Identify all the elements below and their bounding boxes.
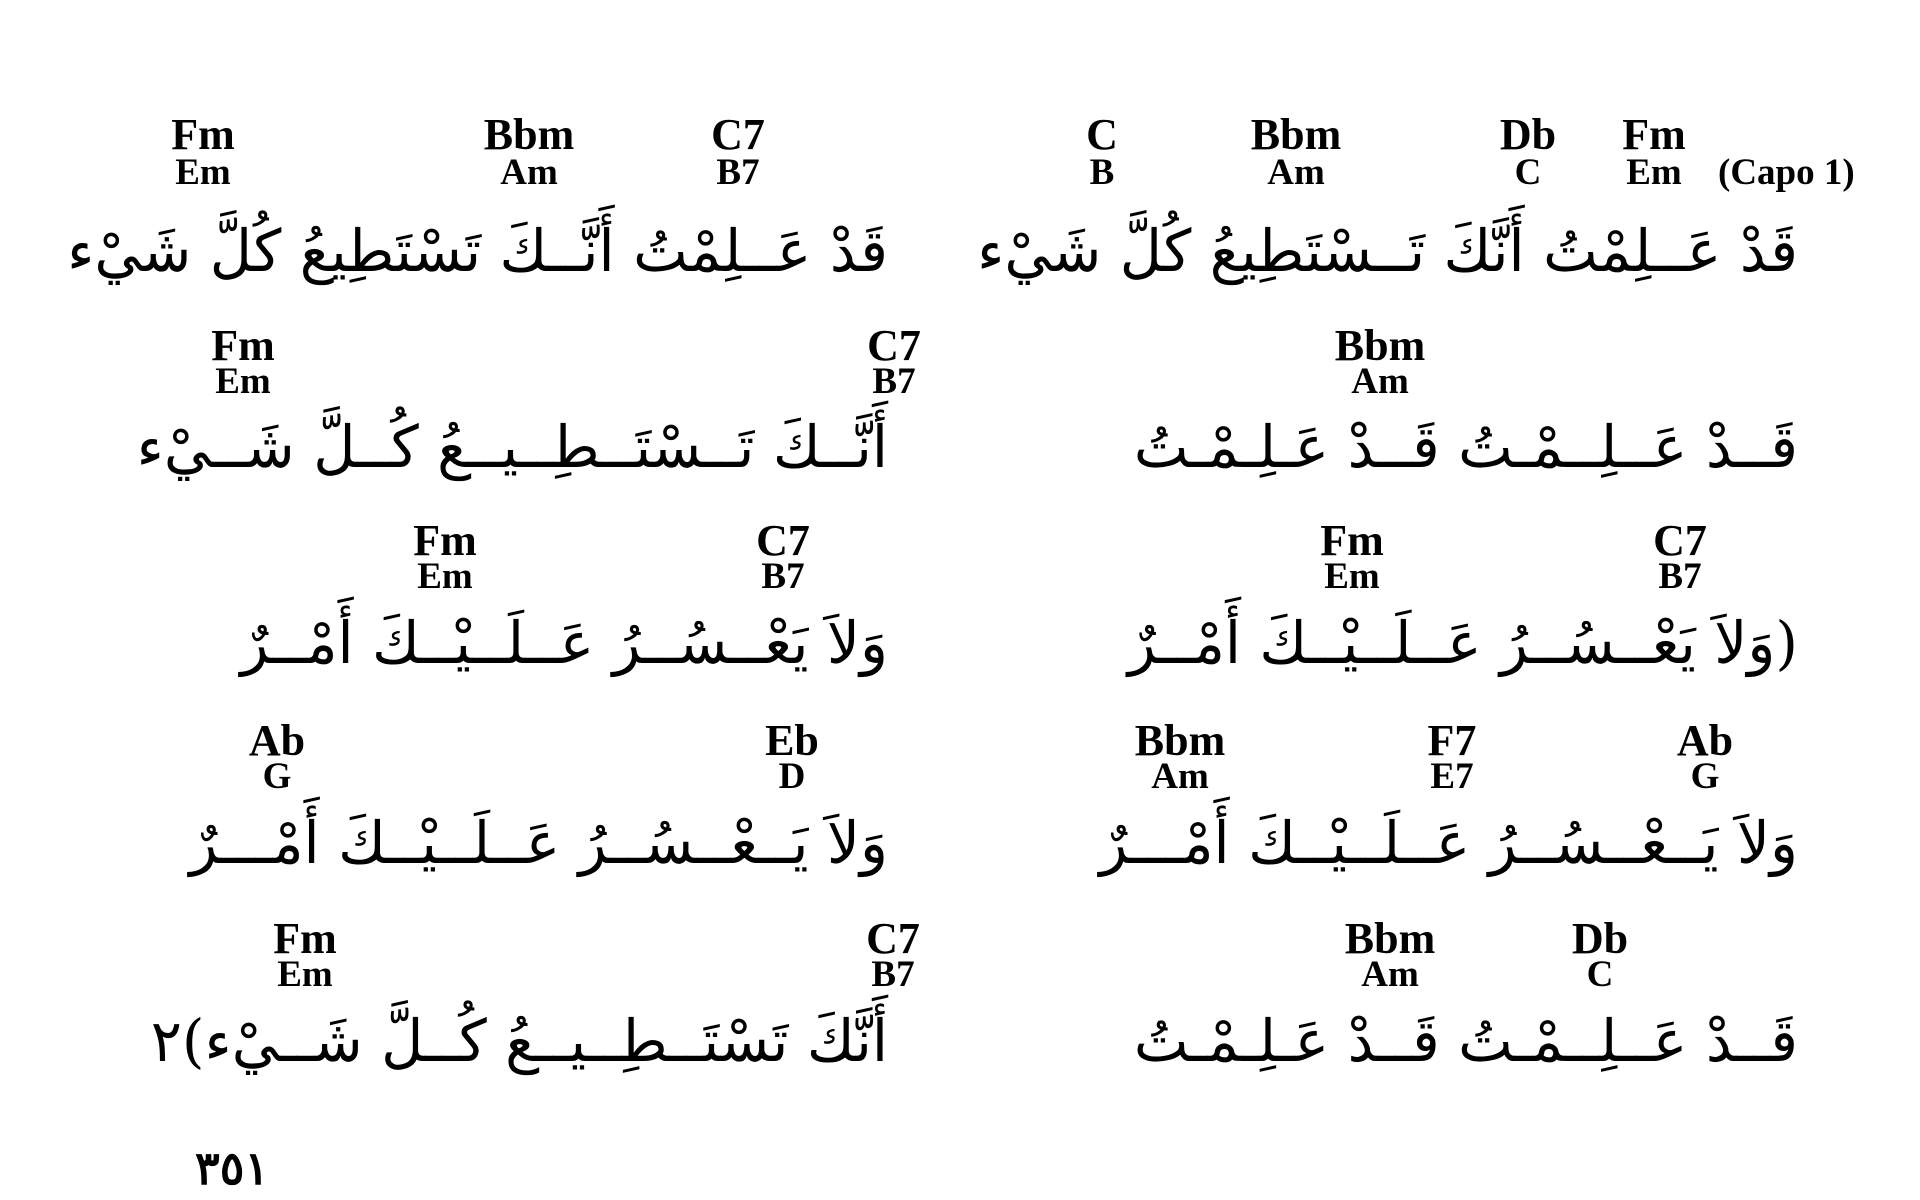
capo-chord-symbol: B7: [872, 361, 916, 402]
chord-symbol: Ab: [248, 716, 306, 765]
chord-symbol: Fm: [1622, 110, 1686, 159]
capo-chord-symbol: B: [1089, 152, 1115, 193]
lyric-line: قَــدْ عَــلِــمْـتُ قَــدْ عَـلِـمْـتُ: [1133, 1007, 1798, 1075]
chord-symbol: Fm: [1320, 516, 1384, 565]
chord-symbol: C7: [756, 516, 810, 565]
chord-symbol: C7: [711, 110, 765, 159]
chord-symbol: Ab: [1676, 716, 1734, 765]
chord-symbol: Fm: [171, 110, 235, 159]
chord-symbol: Bbm: [1334, 321, 1426, 370]
lyric-line: (وَلاَ يَعْــسُــرُ عَــلَــيْــكَ أَمْــرٌ: [1127, 609, 1798, 677]
capo-label: (Capo 1): [1718, 152, 1855, 193]
chord-symbol: F7: [1427, 716, 1477, 765]
capo-chord-symbol: G: [1690, 756, 1720, 797]
chord-symbol: Bbm: [1344, 914, 1436, 963]
chord-symbol: Bbm: [1250, 110, 1342, 159]
capo-chord-symbol: Em: [1626, 152, 1682, 193]
capo-chord-symbol: D: [778, 756, 806, 797]
capo-chord-symbol: Em: [215, 361, 271, 402]
capo-chord-symbol: Am: [1351, 361, 1409, 402]
capo-chord-symbol: G: [262, 756, 292, 797]
chord-symbol: C7: [867, 321, 921, 370]
capo-chord-symbol: Am: [1151, 756, 1209, 797]
chord-symbol: C: [1086, 110, 1118, 159]
capo-chord-symbol: Em: [1324, 556, 1380, 597]
capo-chord-symbol: E7: [1430, 756, 1474, 797]
capo-chord-symbol: B7: [716, 152, 760, 193]
chord-symbol: C7: [866, 914, 920, 963]
capo-chord-symbol: Am: [500, 152, 558, 193]
lyric-line: قَدْ عَــلِمْتُ أَنَّــكَ تَسْتَطِيعُ كُلَّ شَيْء: [67, 217, 888, 285]
chord-symbol: Eb: [765, 716, 819, 765]
chord-symbol: Db: [1499, 110, 1557, 159]
lyric-line: وَلاَ يَــعْــسُــرُ عَــلَــيْــكَ أَمْـــرٌ: [189, 809, 888, 877]
page-number: ٣٥١: [195, 1141, 270, 1195]
lyric-line: أَنَّكَ تَسْتَــطِــيــعُ كُــلَّ شَــيْء)٢: [150, 1007, 888, 1075]
chord-symbol: Bbm: [1134, 716, 1226, 765]
capo-chord-symbol: C: [1586, 954, 1614, 995]
lyric-line: وَلاَ يَــعْــسُــرُ عَــلَــيْــكَ أَمْـــرٌ: [1099, 809, 1798, 877]
chord-symbol: Fm: [273, 914, 337, 963]
capo-chord-symbol: Am: [1267, 152, 1325, 193]
capo-chord-symbol: Em: [277, 954, 333, 995]
capo-chord-symbol: B7: [761, 556, 805, 597]
capo-chord-symbol: B7: [1658, 556, 1702, 597]
chord-symbol: Fm: [211, 321, 275, 370]
chord-symbol: Bbm: [483, 110, 575, 159]
capo-chord-symbol: Em: [175, 152, 231, 193]
capo-chord-symbol: B7: [871, 954, 915, 995]
chord-symbol: C7: [1653, 516, 1707, 565]
lyric-line: قَــدْ عَــلِــمْـتُ قَــدْ عَـلِـمْـتُ: [1133, 413, 1798, 481]
chord-symbol: Db: [1571, 914, 1629, 963]
capo-chord-symbol: C: [1514, 152, 1542, 193]
capo-chord-symbol: Em: [417, 556, 473, 597]
lyric-line: أَنَّــكَ تَــسْتَــطِــيــعُ كُــلَّ شَــيْء: [136, 413, 888, 481]
capo-chord-symbol: Am: [1361, 954, 1419, 995]
chord-symbol: Fm: [413, 516, 477, 565]
lyric-line: وَلاَ يَعْــسُــرُ عَــلَــيْــكَ أَمْــرٌ: [240, 609, 888, 677]
lyric-line: قَدْ عَــلِمْتُ أَنَّكَ تَــسْتَطِيعُ كُلَّ شَيْء: [977, 217, 1798, 285]
